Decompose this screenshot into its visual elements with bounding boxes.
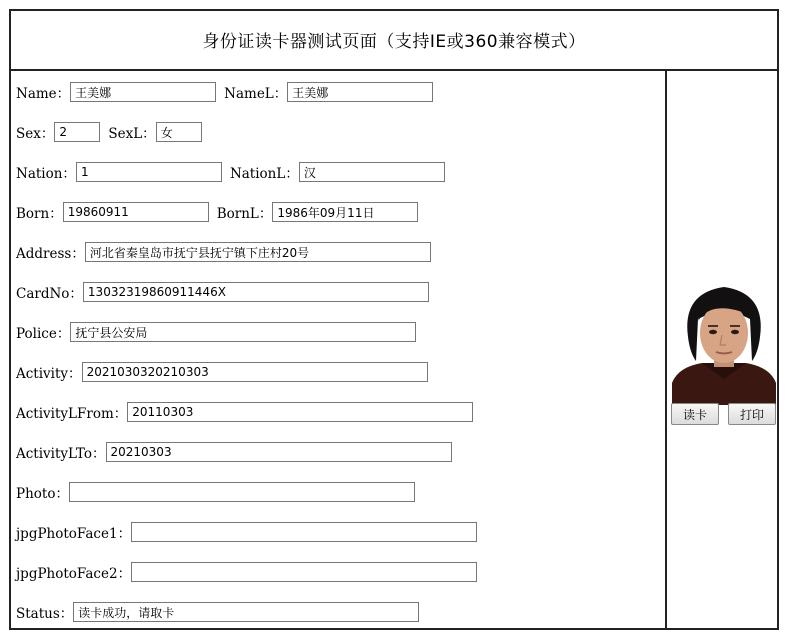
police-input[interactable] <box>70 322 416 342</box>
row-cardno <box>16 281 429 303</box>
nation-label: Nation： <box>16 166 76 182</box>
photo-label: Photo： <box>16 486 69 502</box>
activity-label: Activity： <box>16 366 82 382</box>
sex-label: Sex： <box>16 126 55 142</box>
nationl-input[interactable] <box>299 162 445 182</box>
photo-input[interactable] <box>69 482 415 502</box>
activitylto-input[interactable] <box>106 442 452 462</box>
row-born <box>16 201 418 223</box>
address-label: Address： <box>16 246 85 262</box>
born-label: Born： <box>16 206 63 222</box>
page-title: 身份证读卡器测试页面（支持IE或360兼容模式） <box>202 31 586 52</box>
row-activitylfrom <box>16 401 473 423</box>
print-button[interactable]: 打印 <box>728 403 776 425</box>
cardno-input[interactable] <box>83 282 429 302</box>
activity-input[interactable] <box>82 362 428 382</box>
title-row <box>11 11 777 71</box>
read-card-button[interactable]: 读卡 <box>671 403 719 425</box>
row-police <box>16 321 416 343</box>
police-label: Police： <box>16 326 71 342</box>
form-column <box>11 71 667 628</box>
jpgphotoface1-input[interactable] <box>131 522 477 542</box>
activitylfrom-input[interactable] <box>127 402 473 422</box>
cardno-label: CardNo： <box>16 286 83 302</box>
namel-label: NameL： <box>224 86 288 102</box>
row-jpgphotoface1 <box>16 521 477 543</box>
row-jpgphotoface2 <box>16 561 477 583</box>
activitylto-label: ActivityLTo： <box>16 446 106 462</box>
row-nation <box>16 161 445 183</box>
bornl-label: BornL： <box>216 206 273 222</box>
jpgphotoface2-input[interactable] <box>131 562 477 582</box>
main-table <box>9 9 779 630</box>
jpgphotoface2-label: jpgPhotoFace2： <box>16 566 132 582</box>
sexl-input[interactable] <box>156 122 202 142</box>
row-activity <box>16 361 428 383</box>
sexl-label: SexL： <box>108 126 156 142</box>
activitylfrom-label: ActivityLFrom： <box>16 406 128 422</box>
namel-input[interactable] <box>287 82 433 102</box>
jpgphotoface1-label: jpgPhotoFace1： <box>16 526 132 542</box>
status-input[interactable] <box>73 602 419 622</box>
nation-input[interactable] <box>76 162 222 182</box>
bornl-input[interactable] <box>272 202 418 222</box>
row-name <box>16 81 433 103</box>
row-activitylto <box>16 441 452 463</box>
name-input[interactable] <box>70 82 216 102</box>
row-address <box>16 241 431 263</box>
row-status <box>16 601 419 623</box>
row-sex <box>16 121 202 143</box>
row-photo <box>16 481 415 503</box>
name-label: Name： <box>16 86 71 102</box>
status-label: Status： <box>16 606 74 622</box>
portrait-image <box>672 279 776 405</box>
born-input[interactable] <box>63 202 209 222</box>
photo-column <box>667 71 777 628</box>
id-photo <box>672 279 776 405</box>
nationl-label: NationL： <box>229 166 299 182</box>
address-input[interactable] <box>85 242 431 262</box>
sex-input[interactable] <box>54 122 100 142</box>
